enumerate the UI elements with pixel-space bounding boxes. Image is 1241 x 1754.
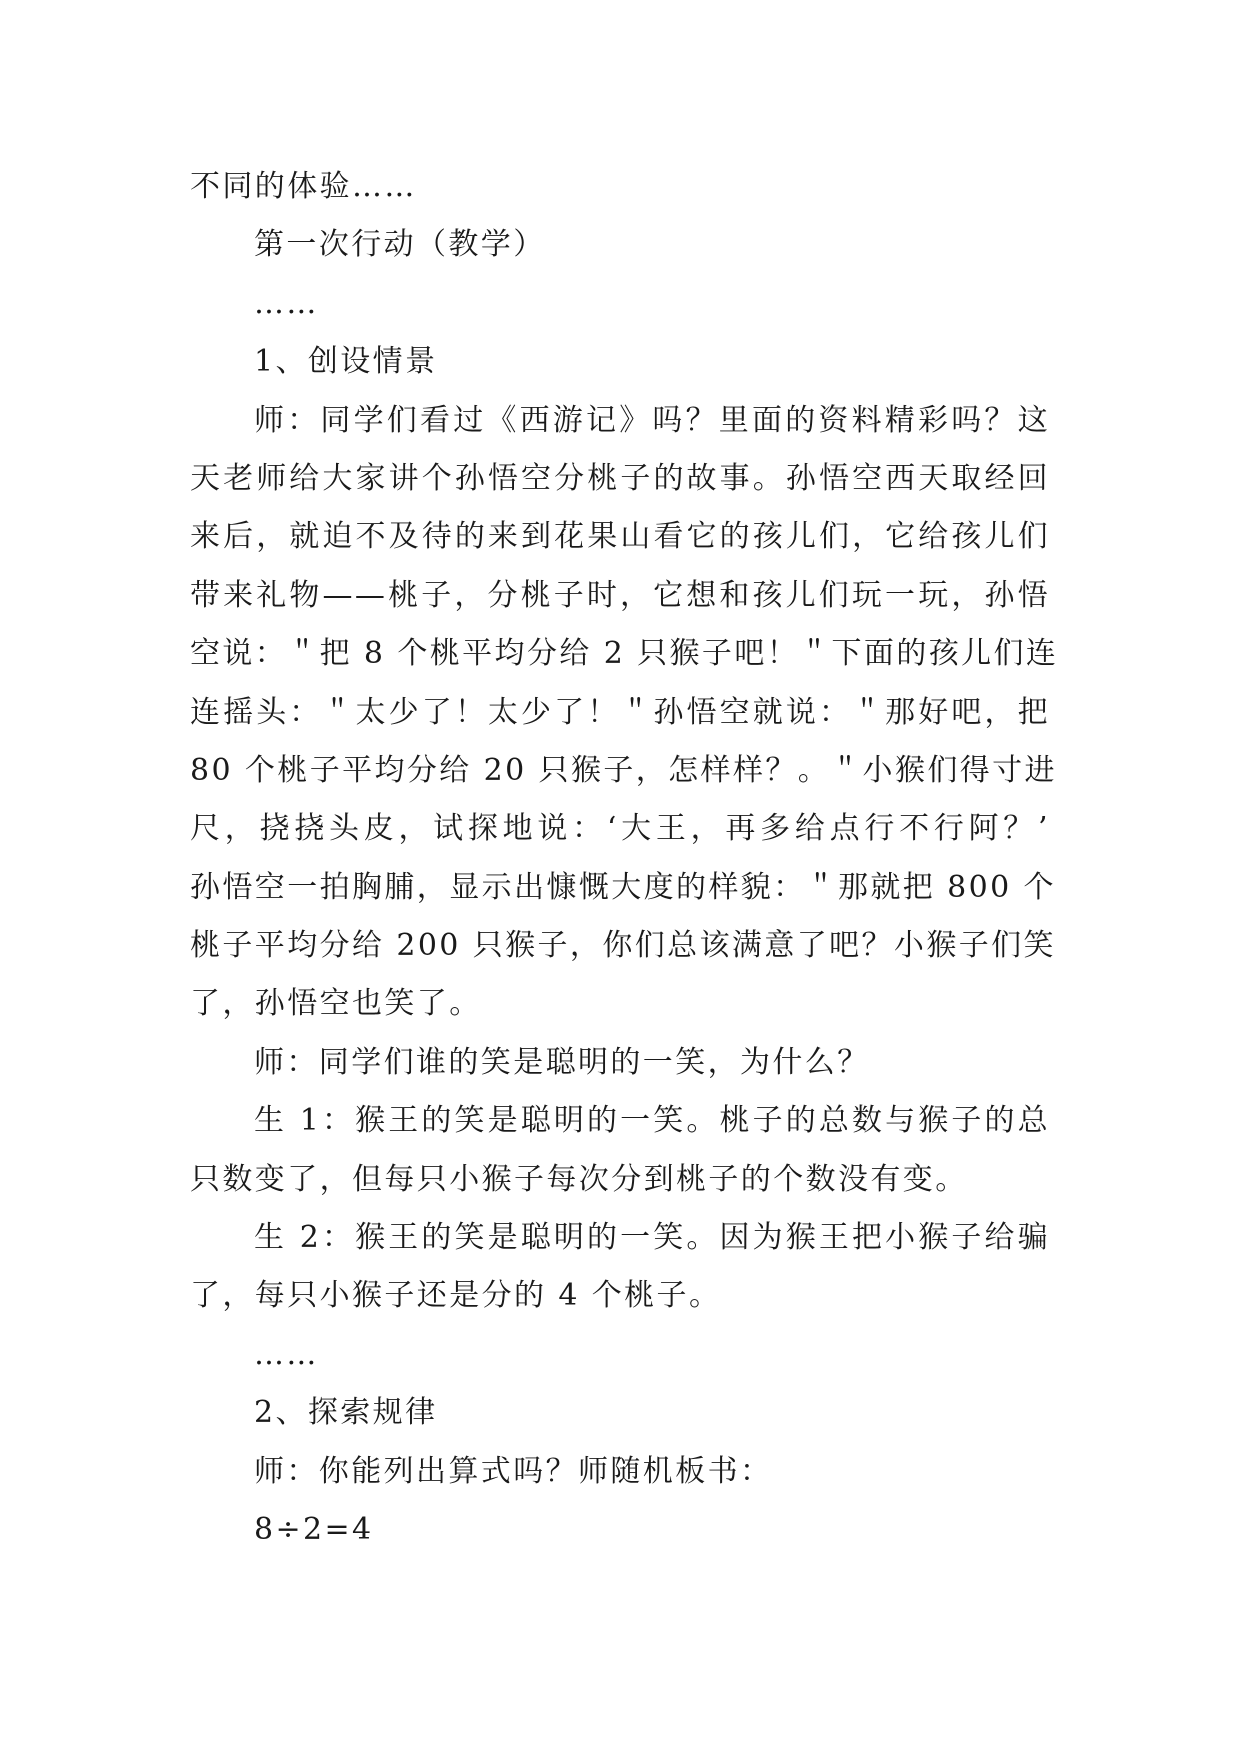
text-line: 带来礼物——桃子，分桃子时，它想和孩儿们玩一玩，孙悟 xyxy=(190,577,1050,613)
text-line: 连摇头：＂太少了！太少了！＂孙悟空就说：＂那好吧，把 xyxy=(190,694,1050,730)
text-line: …… xyxy=(254,285,319,321)
text-line: 师：同学们谁的笑是聪明的一笑，为什么？ xyxy=(254,1044,870,1080)
text-line: 只数变了，但每只小猴子每次分到桃子的个数没有变。 xyxy=(190,1161,968,1197)
text-line: 孙悟空一拍胸脯，显示出慷慨大度的样貌：＂那就把 800 个 xyxy=(190,869,1056,905)
text-line: 天老师给大家讲个孙悟空分桃子的故事。孙悟空西天取经回 xyxy=(190,460,1050,496)
text-line: …… xyxy=(254,1336,319,1372)
text-line: 80 个桃子平均分给 20 只猴子，怎样样？。＂小猴们得寸进 xyxy=(190,752,1057,788)
text-line: 师：同学们看过《西游记》吗？里面的资料精彩吗？这 xyxy=(254,402,1050,438)
text-line: 来后，就迫不及待的来到花果山看它的孩儿们，它给孩儿们 xyxy=(190,519,1050,555)
text-line: 空说：＂把 8 个桃平均分给 2 只猴子吧！＂下面的孩儿们连 xyxy=(190,636,1059,672)
text-line: 生 1：猴王的笑是聪明的一笑。桃子的总数与猴子的总 xyxy=(254,1103,1050,1139)
text-line: 不同的体验…… xyxy=(190,169,417,204)
text-line: 师：你能列出算式吗？师随机板书： xyxy=(254,1453,773,1489)
document-body xyxy=(190,158,1059,1559)
text-line: 生 2：猴王的笑是聪明的一笑。因为猴王把小猴子给骗 xyxy=(254,1220,1050,1256)
text-line: 第一次行动（教学） xyxy=(254,227,546,263)
text-line: 了，孙悟空也笑了。 xyxy=(190,986,482,1022)
text-line: 1、创设情景 xyxy=(254,344,438,380)
text-line: 了，每只小猴子还是分的 4 个桃子。 xyxy=(190,1278,722,1314)
text-line: 2、探索规律 xyxy=(254,1395,438,1431)
text-line: 桃子平均分给 200 只猴子，你们总该满意了吧？小猴子们笑 xyxy=(190,928,1056,964)
text-line: 8÷2=4 xyxy=(254,1511,374,1547)
text-line: 尺，挠挠头皮，试探地说：‘大王，再多给点行不行阿？’ xyxy=(190,811,1050,847)
